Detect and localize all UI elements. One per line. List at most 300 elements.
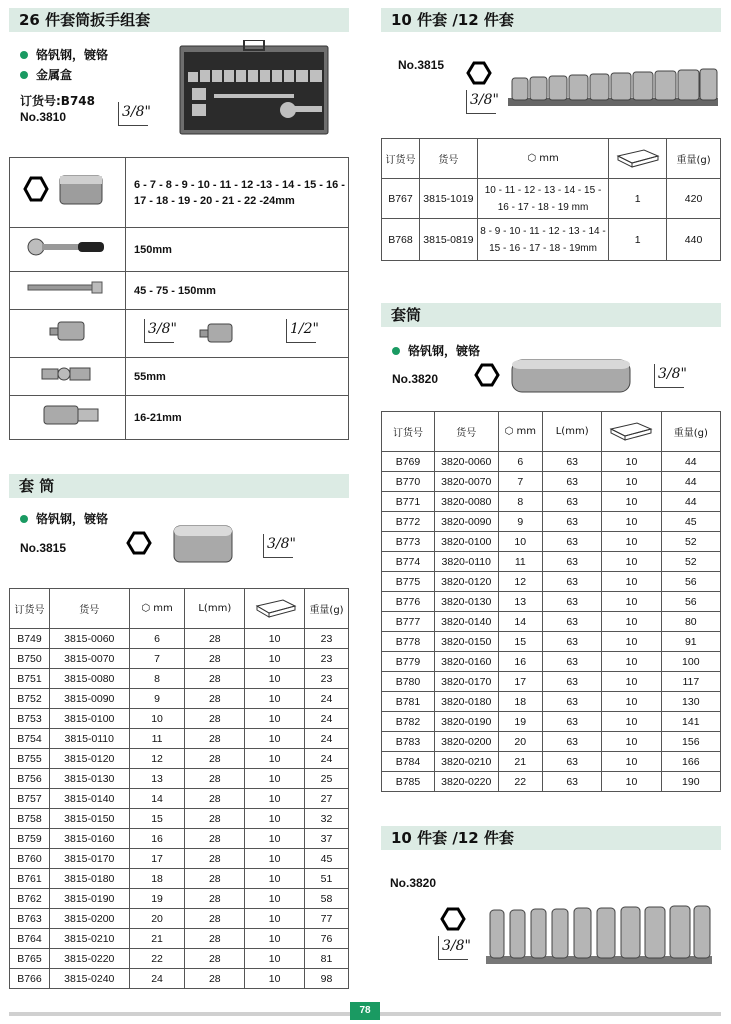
table-cell: 44 xyxy=(661,492,720,512)
table-cell: 10 xyxy=(602,472,661,492)
table-header xyxy=(382,412,721,452)
col-order-no: 订货号 xyxy=(382,139,420,179)
socket-image xyxy=(172,522,236,566)
table-cell: 18 xyxy=(498,692,542,712)
set-row xyxy=(10,310,349,358)
table-cell: 3820-0220 xyxy=(434,772,498,792)
col-length: L(mm) xyxy=(543,412,602,452)
table-cell: 3815-0110 xyxy=(49,729,129,749)
table-cell: 10 xyxy=(602,632,661,652)
table-cell: 3815-0100 xyxy=(49,709,129,729)
table-cell: 10 xyxy=(602,652,661,672)
set-contents-table xyxy=(9,157,349,440)
table-cell: 37 xyxy=(305,829,349,849)
table-row xyxy=(382,632,721,652)
feature-text: 铬钒钢，镀铬 xyxy=(36,48,109,62)
table-cell: 3820-0070 xyxy=(434,472,498,492)
table-cell: 6 xyxy=(498,452,542,472)
set-row-image xyxy=(10,310,126,358)
table-cell: 44 xyxy=(661,472,720,492)
table-cell: 45 xyxy=(305,849,349,869)
set-row-image xyxy=(10,272,126,310)
table-cell: 3820-0130 xyxy=(434,592,498,612)
table-cell: 56 xyxy=(661,592,720,612)
hex-socket-icon xyxy=(474,362,500,388)
table-cell: 24 xyxy=(305,729,349,749)
table-cell: B781 xyxy=(382,692,435,712)
table-cell: 3820-0190 xyxy=(434,712,498,732)
socket-set-rail-image xyxy=(508,68,720,108)
table-cell: 45 xyxy=(661,512,720,532)
set-row-text: 55mm xyxy=(126,358,349,396)
table-cell: 28 xyxy=(185,629,245,649)
table-cell: 12 xyxy=(129,749,185,769)
col-weight: 重量(g) xyxy=(661,412,720,452)
table-cell: 16 xyxy=(129,829,185,849)
table-row xyxy=(382,752,721,772)
table-cell: 141 xyxy=(661,712,720,732)
col-size: ⬡ mm xyxy=(477,139,608,179)
table-cell: 10 xyxy=(245,889,305,909)
page-number: 78 xyxy=(350,1002,380,1020)
table-cell: 3815-0090 xyxy=(49,689,129,709)
table-cell: B775 xyxy=(382,572,435,592)
table-cell: 24 xyxy=(129,969,185,989)
table-cell: 10 xyxy=(602,552,661,572)
table-cell: 3820-0170 xyxy=(434,672,498,692)
col-length: L(mm) xyxy=(185,589,245,629)
table-cell: 10 xyxy=(602,492,661,512)
drive-size: 3/8" xyxy=(654,364,684,388)
table-cell: 10 xyxy=(245,669,305,689)
feature-text: 铬钒钢，镀铬 xyxy=(408,344,481,358)
model-number: No.3815 xyxy=(20,541,67,555)
table-row xyxy=(10,649,349,669)
table-row xyxy=(382,512,721,532)
table-cell: 117 xyxy=(661,672,720,692)
table-cell: 130 xyxy=(661,692,720,712)
col-order-no: 订货号 xyxy=(10,589,50,629)
set-title: 10 件套 /12 件套 xyxy=(381,826,721,850)
adapter-small-icon xyxy=(198,319,242,349)
drive-size: 3/8" xyxy=(263,534,293,558)
table-cell: 156 xyxy=(661,732,720,752)
table-cell: 28 xyxy=(185,809,245,829)
table-cell: B759 xyxy=(10,829,50,849)
table-cell: 3815-0130 xyxy=(49,769,129,789)
table-cell: 28 xyxy=(185,789,245,809)
table-cell: 3820-0150 xyxy=(434,632,498,652)
table-cell: 10 xyxy=(245,929,305,949)
table-cell: 76 xyxy=(305,929,349,949)
table-cell: 28 xyxy=(185,709,245,729)
table-cell: B754 xyxy=(10,729,50,749)
table-cell: 63 xyxy=(543,732,602,752)
table-row xyxy=(10,929,349,949)
table-cell: 10 xyxy=(602,712,661,732)
table-row xyxy=(10,889,349,909)
table-cell: 63 xyxy=(543,532,602,552)
table-cell: B753 xyxy=(10,709,50,729)
table-cell: 80 xyxy=(661,612,720,632)
table-row xyxy=(382,552,721,572)
table-cell: 23 xyxy=(305,649,349,669)
set-row xyxy=(10,272,349,310)
table-cell: 28 xyxy=(185,929,245,949)
table-cell: 63 xyxy=(543,552,602,572)
table-cell: 10 xyxy=(245,709,305,729)
table-row xyxy=(382,492,721,512)
set-row-image xyxy=(10,158,126,228)
table-cell: B760 xyxy=(10,849,50,869)
table-row xyxy=(382,452,721,472)
set-row-image xyxy=(10,396,126,440)
table-cell: 91 xyxy=(661,632,720,652)
table-cell: B763 xyxy=(10,909,50,929)
table-row xyxy=(10,909,349,929)
table-cell: 166 xyxy=(661,752,720,772)
table-cell: 3815-0070 xyxy=(49,649,129,669)
table-cell: 63 xyxy=(543,572,602,592)
table-cell: 63 xyxy=(543,632,602,652)
socket-section-title: 套筒 xyxy=(381,303,721,327)
table-cell: 56 xyxy=(661,572,720,592)
table-cell: 9 xyxy=(129,689,185,709)
table-cell: 3820-0140 xyxy=(434,612,498,632)
set-title: 26 件套筒扳手组套 xyxy=(9,8,349,32)
table-cell: B769 xyxy=(382,452,435,472)
table-row xyxy=(382,572,721,592)
table-cell: 28 xyxy=(185,949,245,969)
table-cell: 28 xyxy=(185,649,245,669)
table-cell: 63 xyxy=(543,772,602,792)
table-cell: 10 xyxy=(245,849,305,869)
table-cell: 3815-0200 xyxy=(49,909,129,929)
table-row xyxy=(10,829,349,849)
table-cell: 28 xyxy=(185,909,245,929)
hex-socket-icon xyxy=(126,530,152,556)
table-cell: 10 xyxy=(602,592,661,612)
table-cell: 190 xyxy=(661,772,720,792)
table-cell: 22 xyxy=(129,949,185,969)
table-cell: B770 xyxy=(382,472,435,492)
set-row-image xyxy=(10,228,126,272)
feature-text: 铬钒钢，镀铬 xyxy=(36,512,109,526)
col-order-no: 订货号 xyxy=(382,412,435,452)
table-cell: 17 xyxy=(129,849,185,869)
table-cell: 24 xyxy=(305,689,349,709)
table-cell: 28 xyxy=(185,869,245,889)
table-cell: 10 xyxy=(245,689,305,709)
col-size: ⬡ mm xyxy=(498,412,542,452)
table-cell: 3820-0120 xyxy=(434,572,498,592)
hex-icon: ⬡ xyxy=(141,603,154,614)
table-cell: B782 xyxy=(382,712,435,732)
table-cell: 3820-0100 xyxy=(434,532,498,552)
table-cell: 10 xyxy=(602,772,661,792)
table-cell: 28 xyxy=(185,669,245,689)
table-cell: B779 xyxy=(382,652,435,672)
toolbox-image xyxy=(178,40,330,136)
table-cell: 3815-0080 xyxy=(49,669,129,689)
table-cell: 3815-0140 xyxy=(49,789,129,809)
col-pack-qty xyxy=(609,139,667,179)
table-cell: 12 xyxy=(498,572,542,592)
table-cell: 52 xyxy=(661,532,720,552)
table-row xyxy=(382,772,721,792)
table-cell: 10 xyxy=(245,729,305,749)
adapter-drive-b: 1/2" xyxy=(286,319,316,343)
table-cell: 63 xyxy=(543,472,602,492)
table-cell: 3815-0150 xyxy=(49,809,129,829)
table-cell: 14 xyxy=(498,612,542,632)
table-row xyxy=(382,652,721,672)
model-number: No.3820 xyxy=(390,876,437,890)
table-cell: 10 xyxy=(245,789,305,809)
bullet-icon xyxy=(20,515,28,523)
ratchet-icon xyxy=(18,232,118,262)
table-row xyxy=(382,532,721,552)
table-cell: B773 xyxy=(382,532,435,552)
table-cell: 7 xyxy=(129,649,185,669)
table-cell: 63 xyxy=(543,612,602,632)
col-weight: 重量(g) xyxy=(305,589,349,629)
table-cell: 10 xyxy=(245,649,305,669)
table-cell: 63 xyxy=(543,492,602,512)
table-cell: 21 xyxy=(129,929,185,949)
feature-item xyxy=(20,66,72,83)
table-cell: 3815-0170 xyxy=(49,849,129,869)
table-cell: 19 xyxy=(498,712,542,732)
table-cell: 10 xyxy=(602,732,661,752)
set-row-text: 16-21mm xyxy=(126,396,349,440)
set-row xyxy=(10,228,349,272)
table-cell: 58 xyxy=(305,889,349,909)
table-row: B767 3815-1019 10 - 11 - 12 - 13 - 14 - 15 - 16 - 17 - 18 - 19 mm 1 420 xyxy=(382,179,721,219)
table-row xyxy=(10,729,349,749)
adapter-drive-a: 3/8" xyxy=(144,319,174,343)
table-row xyxy=(10,689,349,709)
table-cell: 23 xyxy=(305,629,349,649)
set-row xyxy=(10,158,349,228)
table-cell: 25 xyxy=(305,769,349,789)
table-cell: 10 xyxy=(245,629,305,649)
table-cell: B785 xyxy=(382,772,435,792)
table-cell: 3815-0220 xyxy=(49,949,129,969)
table-cell: 3815-0120 xyxy=(49,749,129,769)
table-cell: B776 xyxy=(382,592,435,612)
col-size: ⬡ mm xyxy=(129,589,185,629)
table-cell: 10 xyxy=(602,692,661,712)
hex-socket-icon xyxy=(440,906,466,932)
table-cell: 13 xyxy=(498,592,542,612)
table-cell: 3820-0200 xyxy=(434,732,498,752)
adapter-icon xyxy=(18,316,118,346)
table-cell: B784 xyxy=(382,752,435,772)
table-row xyxy=(10,669,349,689)
feature-item xyxy=(392,342,480,359)
table-cell: 3820-0110 xyxy=(434,552,498,572)
adapter-cell xyxy=(126,310,349,358)
spark-plug-socket-icon xyxy=(18,400,118,430)
set-row-text: 45 - 75 - 150mm xyxy=(126,272,349,310)
set-row-text: 150mm xyxy=(126,228,349,272)
table-cell: 10 xyxy=(129,709,185,729)
socket-section-title: 套 筒 xyxy=(9,474,349,498)
col-part-no: 货号 xyxy=(419,139,477,179)
table-cell: 32 xyxy=(305,809,349,829)
table-cell: 10 xyxy=(602,452,661,472)
table-cell: 24 xyxy=(305,709,349,729)
table-cell: B762 xyxy=(10,889,50,909)
set-row-text: 6 - 7 - 8 - 9 - 10 - 11 - 12 -13 - 14 - 15 - 16 - 17 - 18 - 19 - 20 - 21 - 22 -24mm xyxy=(126,158,349,228)
table-cell: 3815-0160 xyxy=(49,829,129,849)
table-cell: B749 xyxy=(10,629,50,649)
table-body xyxy=(10,629,349,989)
feature-item xyxy=(20,510,108,527)
table-cell: 13 xyxy=(129,769,185,789)
col-part-no: 货号 xyxy=(434,412,498,452)
table-cell: 10 xyxy=(602,512,661,532)
table-row xyxy=(10,809,349,829)
table-cell: 15 xyxy=(129,809,185,829)
socket-icon xyxy=(18,170,118,210)
hex-socket-icon xyxy=(466,60,492,86)
table-cell: B752 xyxy=(10,689,50,709)
table-row xyxy=(382,692,721,712)
table-cell: 28 xyxy=(185,729,245,749)
table-cell: 63 xyxy=(543,712,602,732)
table-row xyxy=(10,629,349,649)
table-cell: B783 xyxy=(382,732,435,752)
bullet-icon xyxy=(20,51,28,59)
table-row xyxy=(10,709,349,729)
set-row xyxy=(10,396,349,440)
table-row xyxy=(382,612,721,632)
table-cell: 63 xyxy=(543,652,602,672)
table-row xyxy=(10,769,349,789)
table-row xyxy=(382,672,721,692)
table-row xyxy=(10,789,349,809)
table-cell: 44 xyxy=(661,452,720,472)
table-header xyxy=(10,589,349,629)
table-cell: 11 xyxy=(129,729,185,749)
hex-icon: ⬡ xyxy=(504,426,517,437)
socket-table-3815 xyxy=(9,588,349,989)
table-cell: 3820-0090 xyxy=(434,512,498,532)
col-weight: 重量(g) xyxy=(667,139,721,179)
table-cell: 27 xyxy=(305,789,349,809)
feature-item xyxy=(20,46,108,63)
bullet-icon xyxy=(392,347,400,355)
table-cell: 6 xyxy=(129,629,185,649)
table-cell: 3815-0060 xyxy=(49,629,129,649)
table-cell: 9 xyxy=(498,512,542,532)
table-cell: 23 xyxy=(305,669,349,689)
table-cell: B750 xyxy=(10,649,50,669)
drive-size: 3/8" xyxy=(466,90,496,114)
table-cell: B778 xyxy=(382,632,435,652)
table-cell: 10 xyxy=(245,969,305,989)
table-cell: 10 xyxy=(245,909,305,929)
table-cell: 63 xyxy=(543,752,602,772)
box-icon xyxy=(614,146,662,168)
table-cell: 22 xyxy=(498,772,542,792)
table-cell: 10 xyxy=(245,869,305,889)
table-cell: 7 xyxy=(498,472,542,492)
table-cell: 28 xyxy=(185,689,245,709)
box-icon xyxy=(253,596,297,618)
table-cell: B755 xyxy=(10,749,50,769)
table-cell: B764 xyxy=(10,929,50,949)
table-cell: 100 xyxy=(661,652,720,672)
table-cell: 20 xyxy=(129,909,185,929)
drive-size: 3/8" xyxy=(438,936,468,960)
table-row: B768 3815-0819 8 - 9 - 10 - 11 - 12 - 13 - 14 - 15 - 16 - 17 - 18 - 19mm 1 440 xyxy=(382,219,721,261)
socket-table-3820 xyxy=(381,411,721,792)
extension-bar-icon xyxy=(18,278,118,298)
col-part-no: 货号 xyxy=(49,589,129,629)
table-cell: 10 xyxy=(498,532,542,552)
table-cell: 28 xyxy=(185,969,245,989)
hex-icon: ⬡ xyxy=(527,153,540,164)
model-number: No.3815 xyxy=(398,58,445,72)
table-cell: 3815-0180 xyxy=(49,869,129,889)
table-cell: 10 xyxy=(602,612,661,632)
table-cell: 52 xyxy=(661,552,720,572)
table-row xyxy=(10,749,349,769)
table-cell: 14 xyxy=(129,789,185,809)
box-icon xyxy=(607,419,655,441)
model-number: No.3820 xyxy=(392,372,439,386)
table-cell: B772 xyxy=(382,512,435,532)
table-cell: B771 xyxy=(382,492,435,512)
order-number: 订货号:B748 xyxy=(20,94,95,108)
table-row xyxy=(10,849,349,869)
table-row xyxy=(10,949,349,969)
universal-joint-icon xyxy=(18,362,118,386)
table-cell: B766 xyxy=(10,969,50,989)
table-cell: 16 xyxy=(498,652,542,672)
table-row xyxy=(382,732,721,752)
table-cell: B765 xyxy=(10,949,50,969)
table-cell: 3815-0210 xyxy=(49,929,129,949)
table-cell: 28 xyxy=(185,829,245,849)
table-cell: 15 xyxy=(498,632,542,652)
table-cell: B761 xyxy=(10,869,50,889)
table-cell: 10 xyxy=(602,532,661,552)
table-cell: 17 xyxy=(498,672,542,692)
table-cell: 10 xyxy=(602,672,661,692)
table-cell: B751 xyxy=(10,669,50,689)
col-pack-qty xyxy=(245,589,305,629)
table-cell: 3820-0080 xyxy=(434,492,498,512)
table-cell: B756 xyxy=(10,769,50,789)
table-header xyxy=(382,139,721,179)
table-cell: 28 xyxy=(185,749,245,769)
table-cell: 77 xyxy=(305,909,349,929)
table-cell: 10 xyxy=(245,949,305,969)
table-cell: 10 xyxy=(245,829,305,849)
drive-size: 3/8" xyxy=(118,102,148,126)
table-cell: 28 xyxy=(185,889,245,909)
deep-socket-set-image xyxy=(484,904,714,968)
table-cell: 11 xyxy=(498,552,542,572)
table-row xyxy=(382,592,721,612)
table-body xyxy=(382,452,721,792)
table-row xyxy=(382,712,721,732)
col-pack-qty xyxy=(602,412,661,452)
